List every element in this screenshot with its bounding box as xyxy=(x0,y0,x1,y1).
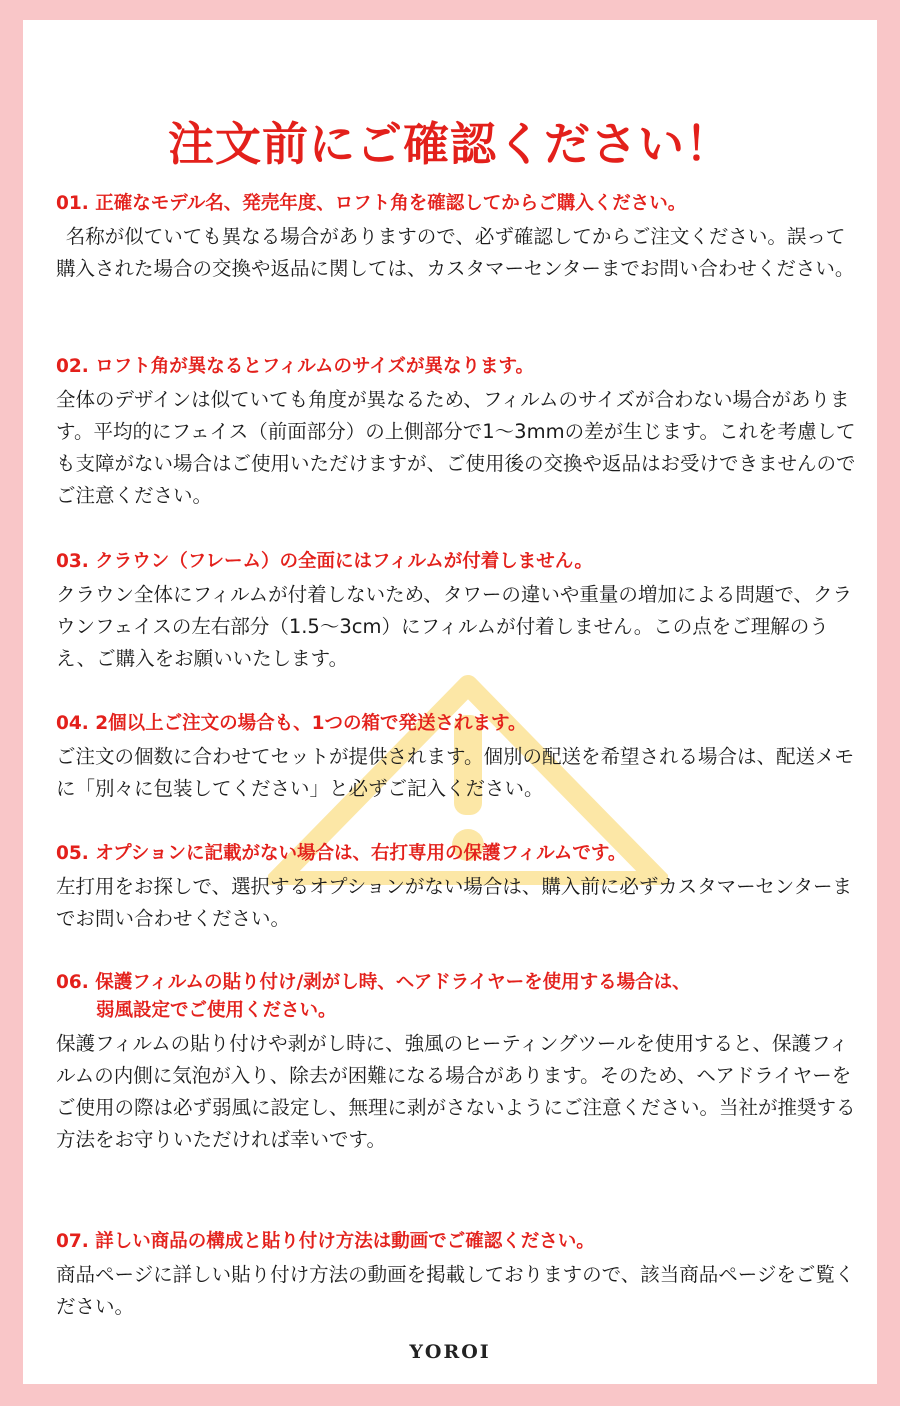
section-body: 商品ページに詳しい貼り付け方法の動画を掲載しておりますので、該当商品ページをご覧ください。 xyxy=(56,1263,855,1318)
section-body: 全体のデザインは似ていても角度が異なるため、フィルムのサイズが合わない場合があります。平均的にフェイス（前面部分）の上側部分で1〜3mmの差が生じます。これを考慮しても支障がない場合はご使用いただけますが、ご使用後の交換や返品はお受けできませんのでご注意ください。 xyxy=(56,388,856,507)
notice-section-05 xyxy=(56,840,856,935)
brand-logo: YOROI xyxy=(409,1341,491,1363)
section-body: ご注文の個数に合わせてセットが提供されます。個別の配送を希望される場合は、配送メモに「別々に包装してください」と必ずご記入ください。 xyxy=(56,745,854,800)
section-heading: 02. ロフト角が異なるとフィルムのサイズが異なります。 xyxy=(56,356,535,377)
page-title: 注文前にご確認ください！ xyxy=(168,117,732,171)
notice-section-02 xyxy=(56,353,856,512)
section-heading: 07. 詳しい商品の構成と貼り付け方法は動画でご確認ください。 xyxy=(56,1231,595,1252)
section-body: クラウン全体にフィルムが付着しないため、タワーの違いや重量の増加による問題で、クラウンフェイスの左右部分（1.5〜3cm）にフィルムが付着しません。この点をご理解のうえ、ご購入をお願いいたします。 xyxy=(56,583,852,670)
section-heading: 05. オプションに記載がない場合は、右打専用の保護フィルムです。 xyxy=(56,843,627,864)
section-heading: 04. 2個以上ご注文の場合も、1つの箱で発送されます。 xyxy=(56,713,527,734)
notice-section-06 xyxy=(56,969,856,1156)
section-body: 保護フィルムの貼り付けや剥がし時に、強風のヒーティングツールを使用すると、保護フィルムの内側に気泡が入り、除去が困難になる場合があります。そのため、ヘアドライヤーをご使用の際は必ず弱風に設定し、無理に剥がさないようにご注意ください。当社が推奨する方法をお守りいただければ幸いです。 xyxy=(56,1032,856,1151)
section-body: 左打用をお探しで、選択するオプションがない場合は、購入前に必ずカスタマーセンターまでお問い合わせください。 xyxy=(56,875,852,930)
notice-section-01 xyxy=(56,190,856,285)
section-heading: 03. クラウン（フレーム）の全面にはフィルムが付着しません。 xyxy=(56,551,593,572)
section-heading-line2: 弱風設定でご使用ください。 xyxy=(96,1000,337,1021)
section-heading: 06. 保護フィルムの貼り付け/剥がし時、ヘアドライヤーを使用する場合は、 xyxy=(56,972,691,993)
notice-card xyxy=(23,20,877,1384)
notice-section-07 xyxy=(56,1228,856,1323)
section-body: 名称が似ていても異なる場合がありますので、必ず確認してからご注文ください。誤って購入された場合の交換や返品に関しては、カスタマーセンターまでお問い合わせください。 xyxy=(56,225,855,280)
section-heading: 01. 正確なモデル名、発売年度、ロフト角を確認してからご購入ください。 xyxy=(56,193,687,214)
notice-section-04 xyxy=(56,710,856,805)
notice-section-03 xyxy=(56,548,856,675)
